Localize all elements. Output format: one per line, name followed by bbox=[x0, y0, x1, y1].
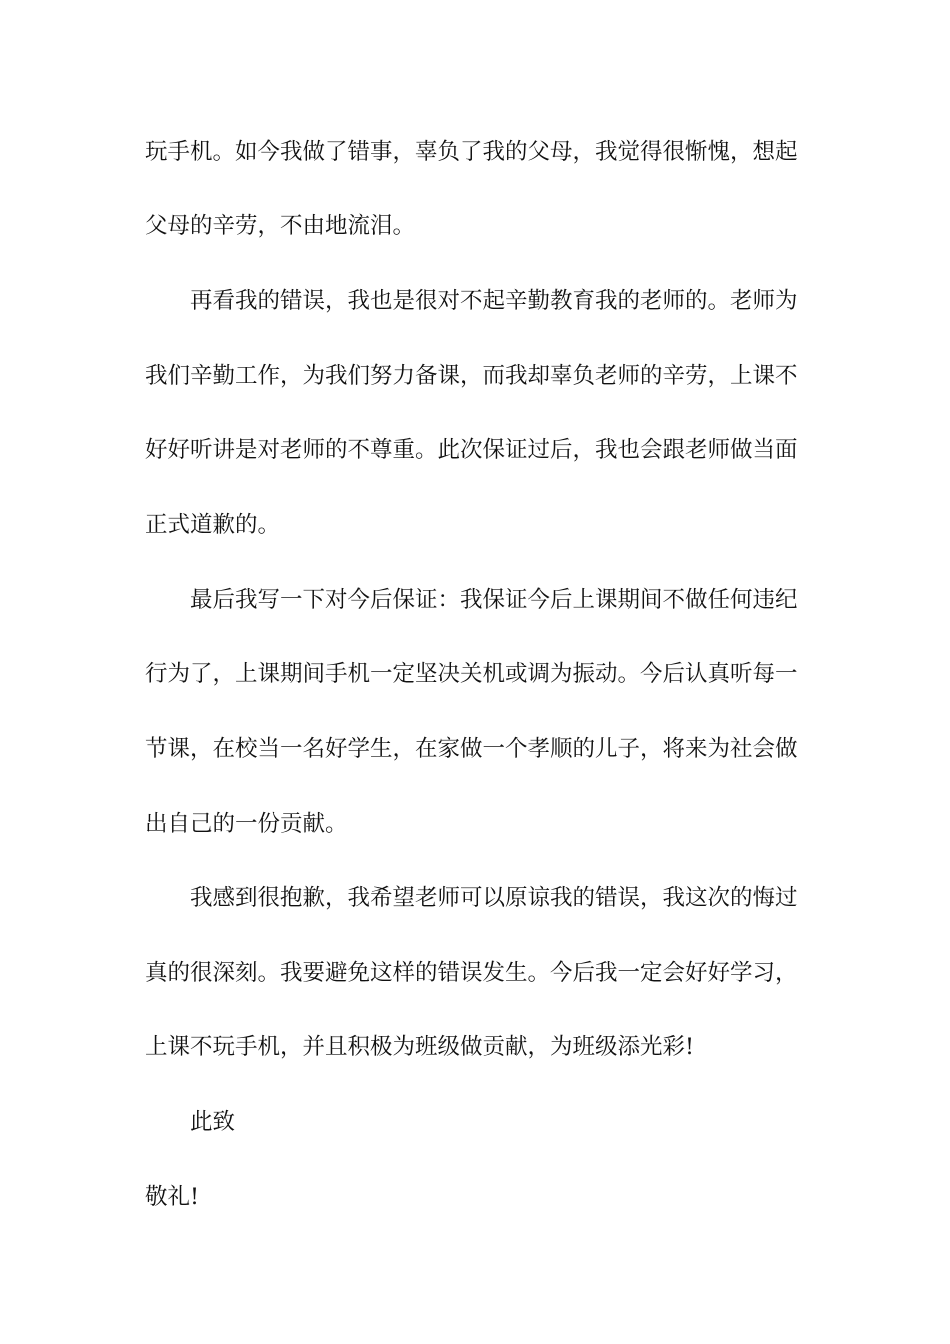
paragraph-line: 节课，在校当一名好学生，在家做一个孝顺的儿子，将来为社会做 bbox=[145, 736, 798, 762]
paragraph-line: 出自己的一份贡献。 bbox=[145, 811, 348, 837]
paragraph-line: 我感到很抱歉，我希望老师可以原谅我的错误，我这次的悔过 bbox=[190, 885, 798, 911]
paragraph-line: 好好听讲是对老师的不尊重。此次保证过后，我也会跟老师做当面 bbox=[145, 437, 798, 463]
paragraph-line: 父母的辛劳，不由地流泪。 bbox=[145, 213, 416, 239]
paragraph-line: 正式道歉的。 bbox=[145, 512, 281, 538]
paragraph-line: 行为了，上课期间手机一定坚决关机或调为振动。今后认真听每一 bbox=[145, 661, 798, 687]
closing-regards: 敬礼! bbox=[145, 1184, 200, 1210]
paragraph-line: 玩手机。如今我做了错事，辜负了我的父母，我觉得很惭愧，想起 bbox=[145, 139, 798, 165]
paragraph-line: 最后我写一下对今后保证：我保证今后上课期间不做任何违纪 bbox=[190, 587, 798, 613]
paragraph-line: 真的很深刻。我要避免这样的错误发生。今后我一定会好好学习， bbox=[145, 960, 798, 986]
paragraph-line: 上课不玩手机，并且积极为班级做贡献，为班级添光彩! bbox=[145, 1034, 695, 1060]
paragraph-line: 再看我的错误，我也是很对不起辛勤教育我的老师的。老师为 bbox=[190, 288, 798, 314]
closing-salutation: 此致 bbox=[190, 1109, 236, 1135]
paragraph-line: 我们辛勤工作，为我们努力备课，而我却辜负老师的辛劳，上课不 bbox=[145, 363, 798, 389]
